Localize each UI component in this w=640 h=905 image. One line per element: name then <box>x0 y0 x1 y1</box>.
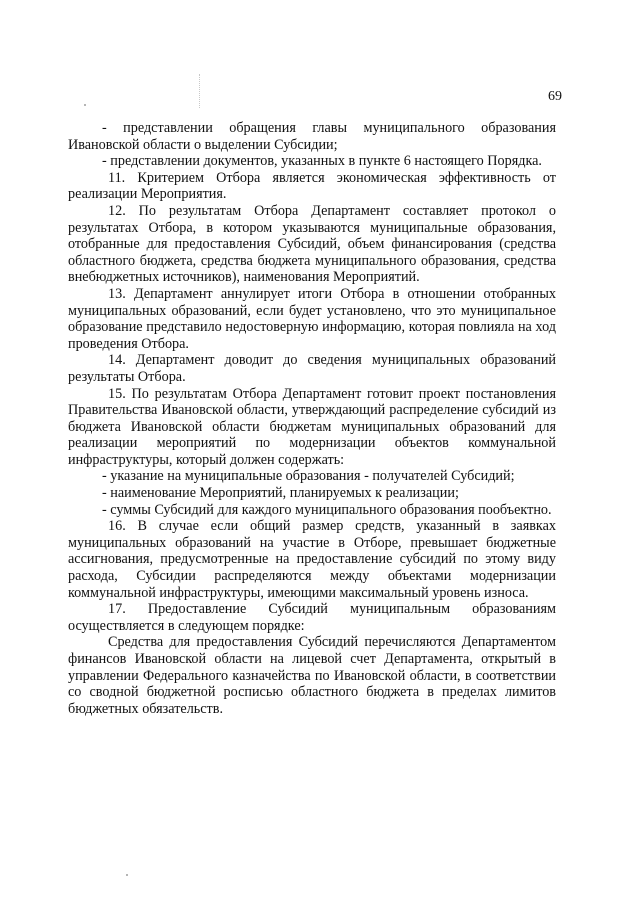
scan-artifact-line <box>199 74 201 108</box>
paragraph-16: 16. В случае если общий размер средств, указанный в заявках муниципальных образований на участие в Отборе, превышает бюджетные ассигнования, предусмотренные на предоставление субсидий по этому виду расхода, Субсидии распределяются между объектами модернизации коммунальной инфраструктуры, имеющими максимальный уровень износа. <box>68 518 556 601</box>
paragraph-funds-transfer: Средства для предоставления Субсидий перечисляются Департаментом финансов Ивановской области на лицевой счет Департамента, открытый в управлении Федерального казначейства по Ивановской области, в соответствии со сводной бюджетной росписью областного бюджета в пределах лимитов бюджетных обязательств. <box>68 634 556 717</box>
scan-artifact-dot <box>126 874 128 876</box>
page-number: 69 <box>548 89 562 104</box>
list-item: - представлении обращения главы муниципального образования Ивановской области о выделении Субсидии; <box>68 120 556 153</box>
paragraph-13: 13. Департамент аннулирует итоги Отбора в отношении отобранных муниципальных образований, если будет установлено, что это муниципальное образование представило недостоверную информацию, которая повлияла на ход проведения Отбора. <box>68 285 556 352</box>
paragraph-15: 15. По результатам Отбора Департамент готовит проект постановления Правительства Ивановской области, утверждающий распределение субсидий из бюджета Ивановской области бюджетам муниципальных образований для реализации мероприятий по модернизации объектов коммунальной инфраструктуры, который должен содержать: <box>68 385 556 468</box>
paragraph-12: 12. По результатам Отбора Департамент составляет протокол о результатах Отбора, в котором указываются муниципальные образования, отобранные для предоставления Субсидий, объем финансирования (средства областного бюджета, средства бюджета муниципального образования, средства внебюджетных источников), наименования Мероприятий. <box>68 202 556 286</box>
paragraph-14: 14. Департамент доводит до сведения муниципальных образований результаты Отбора. <box>68 352 556 385</box>
list-item: - наименование Мероприятий, планируемых к реализации; <box>102 485 459 502</box>
paragraph-11: 11. Критерием Отбора является экономическая эффективность от реализации Мероприятия. <box>68 169 556 203</box>
list-item: - указание на муниципальные образования - получателей Субсидий; <box>102 468 515 485</box>
paragraph-17: 17. Предоставление Субсидий муниципальным образованиям осуществляется в следующем порядке: <box>68 601 556 634</box>
list-item: - представлении документов, указанных в пункте 6 настоящего Порядка. <box>102 153 542 170</box>
scan-artifact-dot <box>84 104 86 106</box>
document-body <box>68 120 556 717</box>
list-item: - суммы Субсидий для каждого муниципального образования пообъектно. <box>102 501 552 518</box>
